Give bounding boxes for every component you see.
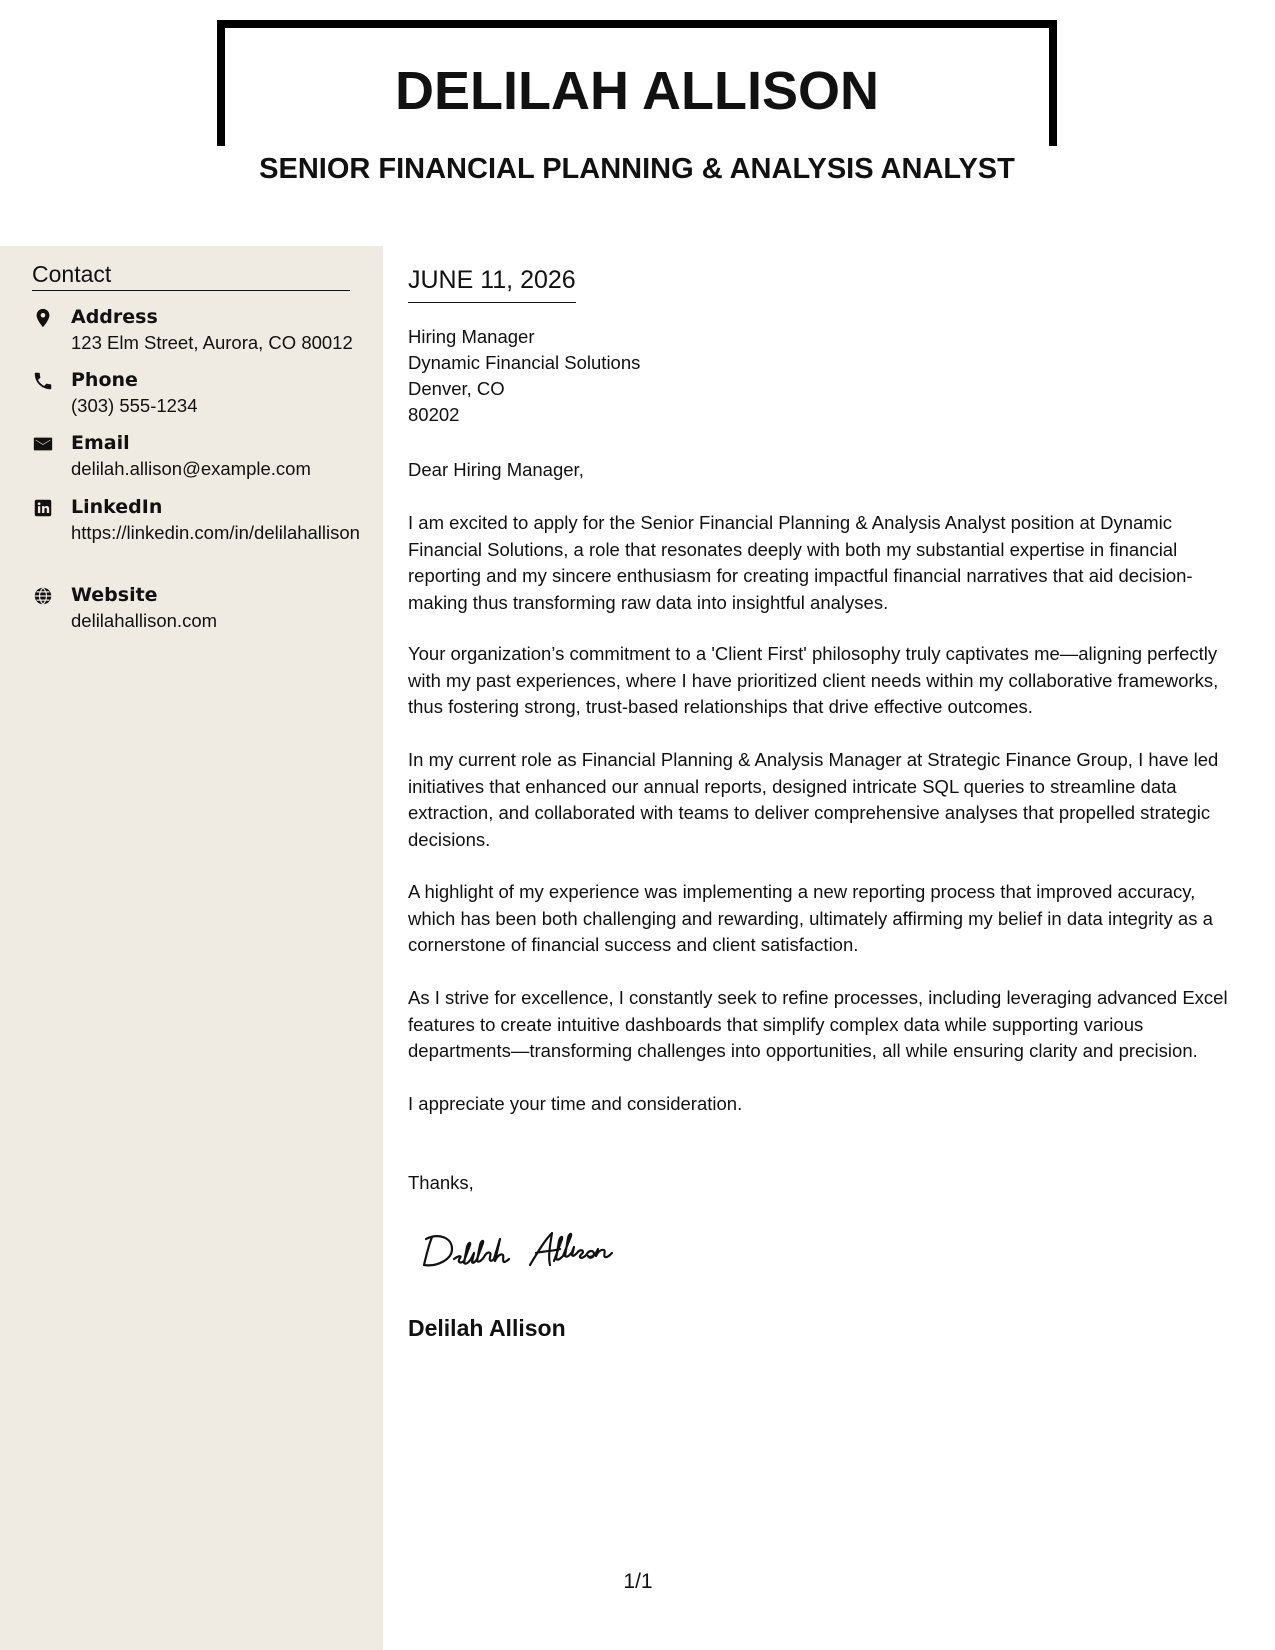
recipient-line: Dynamic Financial Solutions [408,352,641,373]
recipient-line: 80202 [408,404,460,425]
website-label: Website [71,584,158,606]
closing: Thanks, [408,1172,474,1193]
recipient-line: Hiring Manager [408,326,535,347]
body-paragraph: Your organization’s commitment to a 'Client First' philosophy truly captivates me—aligning perfectly with my past experiences, where I have prioritized client needs within my collaborative frameworks, thus fostering strong, trust-based relationships that drive effective outcomes. [408,643,1219,717]
greeting: Dear Hiring Manager, [408,459,584,480]
linkedin-label: LinkedIn [71,496,163,518]
contact-heading: Contact [32,260,350,291]
recipient-line: Denver, CO [408,378,505,399]
body-paragraph: A highlight of my experience was implementing a new reporting process that improved accuracy, which has been both challenging and rewarding, ultimately affirming my belief in data integrity as a cornerstone of financial success and client satisfaction. [408,881,1213,955]
page-number: 1/1 [623,1570,653,1593]
linkedin-icon [32,497,54,519]
phone-value: (303) 555-1234 [71,395,198,416]
email-value: delilah.allison@example.com [71,458,311,479]
map-pin-icon [32,307,54,329]
website-value[interactable]: delilahallison.com [71,610,218,631]
body-paragraph: I appreciate your time and consideration. [408,1093,743,1114]
letter-date: JUNE 11, 2026 [408,264,576,303]
body-paragraph: As I strive for excellence, I constantly seek to refine processes, including leveraging advanced Excel features to create intuitive dashboards that simplify complex data while supporting various departments—transforming challenges into opportunities, all while ensuring clarity and precision. [408,987,1228,1061]
job-title: SENIOR FINANCIAL PLANNING & ANALYSIS ANALYST [205,146,1069,192]
linkedin-value[interactable]: https://linkedin.com/in/delilahallison [71,522,360,543]
phone-label: Phone [71,369,138,391]
signer-name: Delilah Allison [408,1315,566,1341]
address-value: 123 Elm Street, Aurora, CO 80012 [71,332,353,353]
signature-image [418,1225,663,1275]
body-paragraph: I am excited to apply for the Senior Financial Planning & Analysis Analyst position at Dynamic Financial Solutions, a role that resonates deeply with both my substantial expertise in financial reporting and my sincere enthusiasm for creating impactful financial narratives that aid decision-making thus transforming raw data into insightful analyses. [408,512,1193,613]
email-label: Email [71,432,130,454]
applicant-name: DELILAH ALLISON [395,61,879,121]
address-label: Address [71,306,158,328]
recipient-block [408,324,640,428]
body-paragraph: In my current role as Financial Planning & Analysis Manager at Strategic Finance Group, I have led initiatives that enhanced our annual reports, designed intricate SQL queries to streamline data extraction, and collaborated with teams to deliver comprehensive analyses that propelled strategic decisions. [408,749,1219,850]
phone-icon [32,370,54,392]
envelope-icon [32,433,54,455]
globe-icon [32,585,54,607]
